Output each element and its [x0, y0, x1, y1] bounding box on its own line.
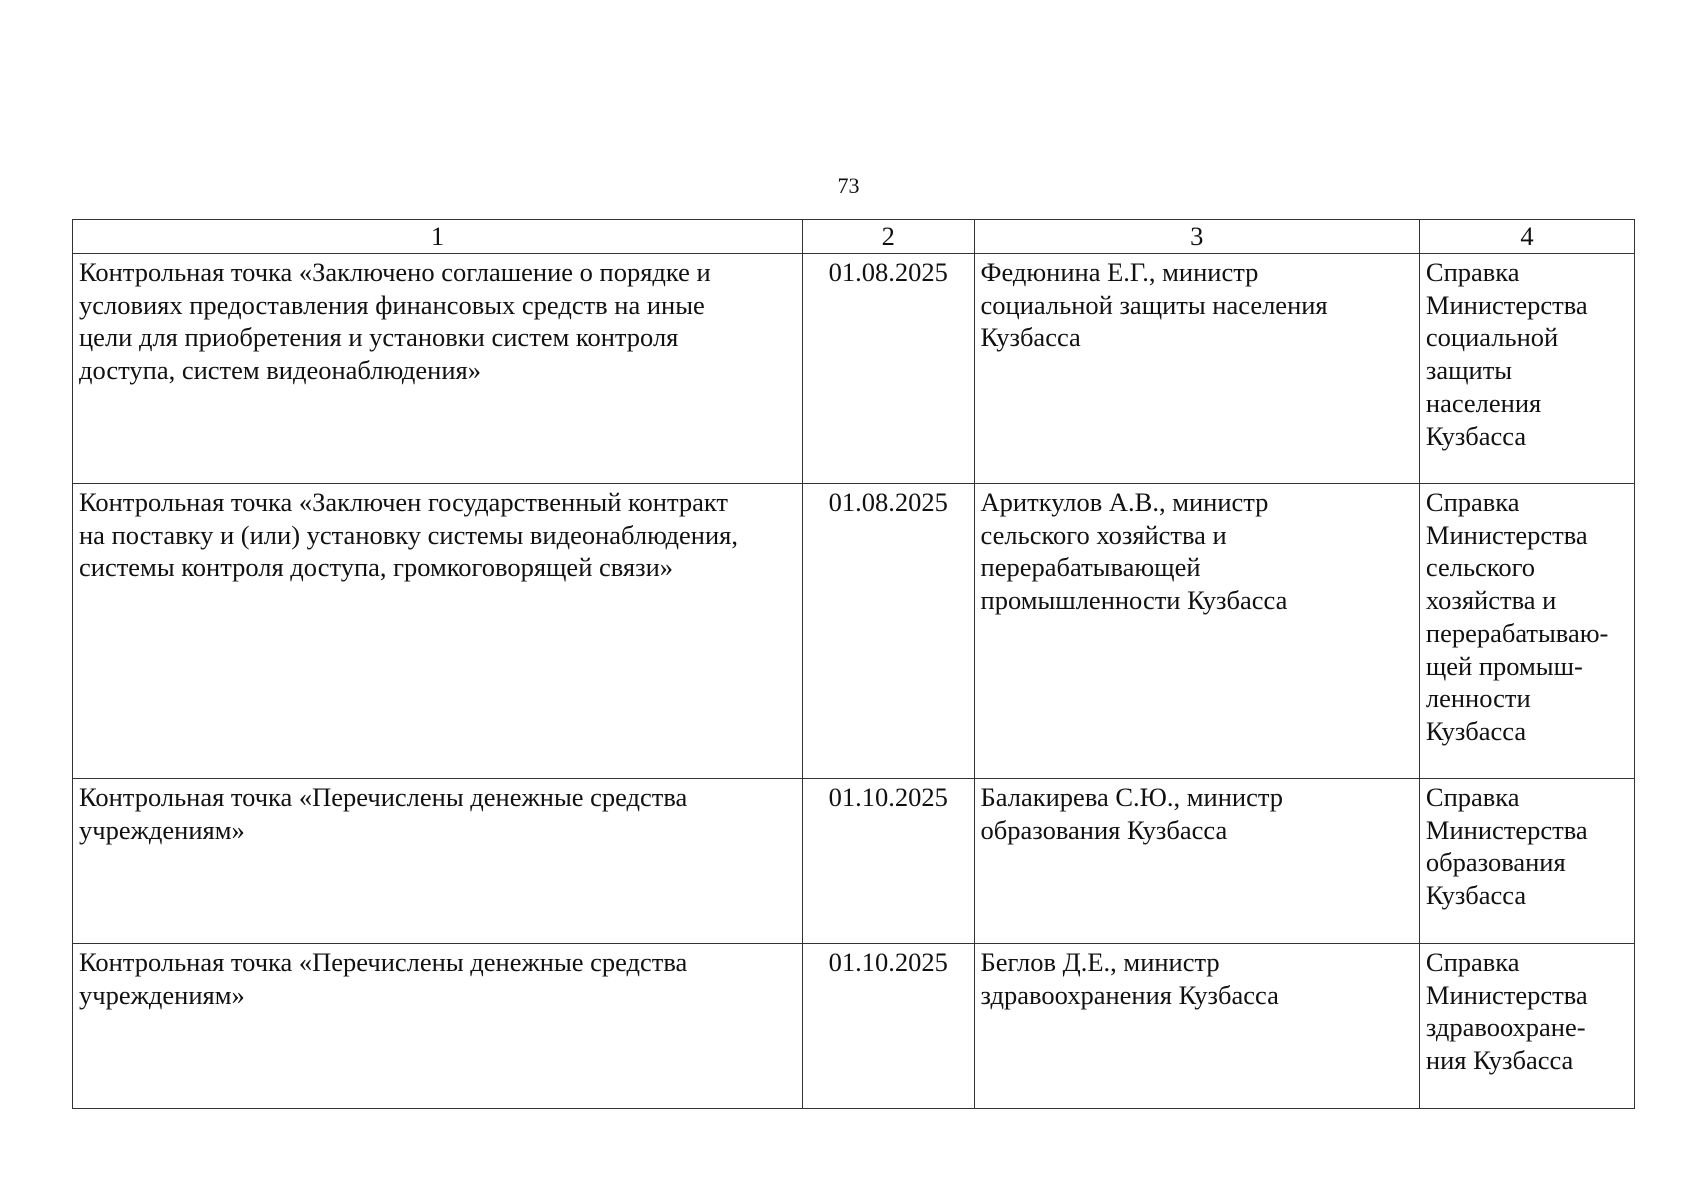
document-line: хозяйства и — [1425, 585, 1557, 616]
table-row — [73, 254, 1635, 484]
responsible-cell — [974, 254, 1419, 484]
date-cell: 01.10.2025 — [802, 944, 974, 1109]
control-points-table — [72, 219, 1635, 1109]
event-cell — [73, 484, 803, 779]
document-line: населения — [1425, 387, 1542, 418]
responsible-line: образования Кузбасса — [980, 814, 1228, 845]
responsible-line: перерабатывающей — [980, 552, 1201, 583]
column-header-2: 2 — [802, 220, 974, 254]
responsible-line: Федюнина Е.Г., министр — [980, 257, 1259, 287]
event-line: системы контроля доступа, громкоговорящей связи» — [79, 552, 674, 583]
event-cell — [73, 944, 803, 1109]
event-cell — [73, 254, 803, 484]
responsible-cell — [974, 944, 1419, 1109]
responsible-line: промышленности Кузбасса — [980, 585, 1288, 616]
document-line: Министерства — [1425, 979, 1588, 1010]
event-line: учреждениям» — [79, 814, 245, 845]
event-line: цели для приобретения и установки систем контроля — [79, 322, 679, 353]
responsible-line: социальной защиты населения — [980, 289, 1328, 320]
document-line: ленности — [1425, 683, 1531, 714]
document-line: социальной — [1425, 322, 1559, 353]
date-cell: 01.08.2025 — [802, 254, 974, 484]
event-line: Контрольная точка «Заключен государственный контракт — [79, 487, 728, 517]
date-cell: 01.10.2025 — [802, 779, 974, 944]
document-line: перерабатываю- — [1425, 617, 1609, 648]
document-line: здравоохране- — [1425, 1012, 1586, 1043]
page-number: 73 — [837, 173, 860, 198]
document-line: Кузбасса — [1425, 715, 1527, 746]
column-header-3: 3 — [974, 220, 1419, 254]
document-line: образования — [1425, 847, 1566, 878]
document-cell — [1419, 484, 1634, 779]
document-line: Министерства — [1425, 814, 1588, 845]
table-row — [73, 484, 1635, 779]
event-line: доступа, систем видеонаблюдения» — [79, 355, 481, 386]
table-row — [73, 944, 1635, 1109]
document-line: щей промыш- — [1425, 650, 1583, 681]
document-line: Справка — [1425, 487, 1520, 517]
event-line: на поставку и (или) установку системы видеонаблюдения, — [79, 519, 738, 550]
responsible-cell — [974, 779, 1419, 944]
table-header-row — [73, 220, 1635, 254]
document-line: Министерства — [1425, 289, 1588, 320]
responsible-cell — [974, 484, 1419, 779]
responsible-line: Ариткулов А.В., министр — [980, 487, 1269, 517]
document-line: Справка — [1425, 782, 1520, 812]
document-cell — [1419, 779, 1634, 944]
document-line: Справка — [1425, 947, 1520, 977]
responsible-line: Балакирева С.Ю., министр — [980, 782, 1284, 812]
document-line: сельского — [1425, 552, 1536, 583]
date-cell: 01.08.2025 — [802, 484, 974, 779]
column-header-1: 1 — [73, 220, 803, 254]
document-line: Справка — [1425, 257, 1520, 287]
event-line: учреждениям» — [79, 979, 245, 1010]
document-line: Кузбасса — [1425, 880, 1527, 911]
document-line: Кузбасса — [1425, 420, 1527, 451]
responsible-line: Кузбасса — [980, 322, 1081, 353]
table-row — [73, 779, 1635, 944]
document-line: защиты — [1425, 355, 1513, 386]
event-cell — [73, 779, 803, 944]
event-line: Контрольная точка «Заключено соглашение о порядке и — [79, 257, 711, 287]
event-line: Контрольная точка «Перечислены денежные средства — [79, 782, 688, 812]
document-line: Министерства — [1425, 519, 1588, 550]
column-header-4: 4 — [1419, 220, 1634, 254]
responsible-line: сельского хозяйства и — [980, 519, 1227, 550]
document-cell — [1419, 254, 1634, 484]
document-cell — [1419, 944, 1634, 1109]
responsible-line: Беглов Д.Е., министр — [980, 947, 1220, 977]
document-line: ния Кузбасса — [1425, 1045, 1574, 1076]
event-line: Контрольная точка «Перечислены денежные средства — [79, 947, 688, 977]
responsible-line: здравоохранения Кузбасса — [980, 979, 1279, 1010]
event-line: условиях предоставления финансовых средств на иные — [79, 289, 705, 320]
